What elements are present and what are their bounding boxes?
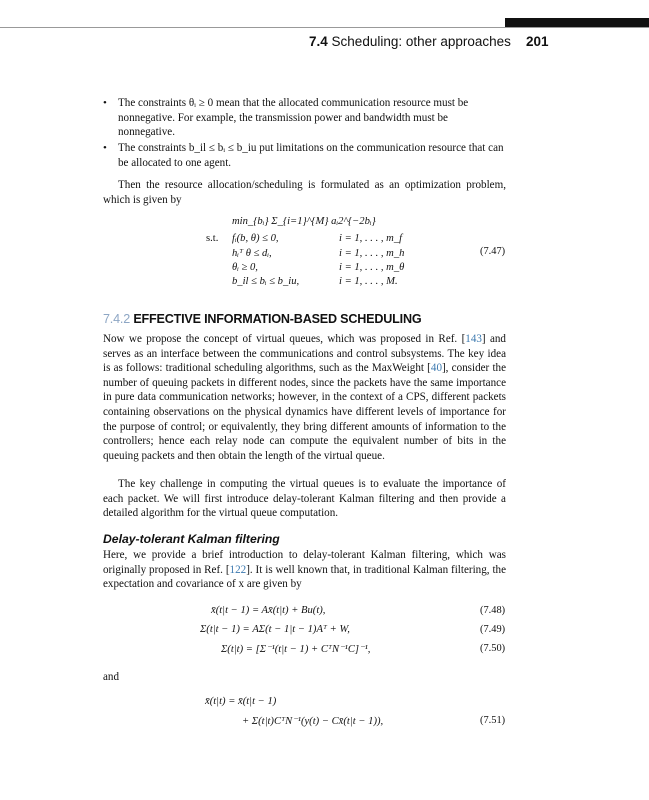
header-bar	[505, 18, 649, 27]
reference-link[interactable]: 143	[465, 333, 482, 345]
text-run: ] and serves as an interface between the communications and control subsystems. The key idea is as follows: traditional scheduling algorithms, such as the MaxWeight [	[103, 333, 506, 375]
page-number: 201	[526, 34, 549, 49]
bullet-item-1: The constraints θᵢ ≥ 0 mean that the allocated communication resource must be nonnegative. For example, the transmission power and bandwidth must be nonnegative.	[118, 97, 469, 139]
text-run: ], consider the number of queuing packets in different nodes, since the packets have the same importance in pure data communication networks; however, in the context of a CPS, different packets containing observations on the physical dynamics have different levels of importance for the purpose of control; or equivalently, they bring different amounts of information to the controllers; hence each relay node can compute the equivalent number of bits in the queuing packets and then obtain the length of the virtual queue.	[103, 362, 507, 462]
header-rule	[0, 27, 649, 28]
equation-number: (7.48)	[480, 605, 506, 616]
paragraph-key-challenge: The key challenge in computing the virtual queues is to evaluate the importance of each packet. We will first introduce delay-tolerant Kalman filtering and then provide a detailed algorithm for the virtual queue computation.	[103, 478, 506, 520]
section-number: 7.4.2	[103, 312, 131, 326]
section-heading	[103, 312, 421, 326]
and-label: and	[103, 671, 120, 683]
constraint-range: i = 1, . . . , m_h	[339, 248, 405, 259]
st-label: s.t.	[206, 233, 219, 244]
constraint-lhs: fᵢ(b, θ) ≤ 0,	[232, 233, 279, 244]
paragraph-kalman-intro	[103, 548, 506, 592]
constraint-range: i = 1, . . . , m_θ	[339, 262, 405, 273]
bullet-icon: •	[103, 142, 107, 154]
bullet-icon: •	[103, 97, 107, 109]
equation-7-49: Σ(t|t − 1) = AΣ(t − 1|t − 1)Aᵀ + W,	[200, 624, 350, 635]
constraint-lhs: b_il ≤ bᵢ ≤ b_iu,	[232, 276, 300, 287]
equation-number: (7.47)	[480, 246, 506, 257]
equation-7-50: Σ(t|t) = [Σ⁻¹(t|t − 1) + CᵀN⁻¹C]⁻¹,	[221, 644, 371, 655]
running-header	[309, 34, 511, 49]
objective: min_{bᵢ} Σ_{i=1}^{M} aᵢ2^{−2bᵢ}	[232, 216, 376, 227]
equation-number: (7.50)	[480, 643, 506, 654]
text-run: ]. It is well known that, in traditional Kalman filtering, the expectation and covariance of x are given by	[103, 563, 506, 591]
bullet-item-2: The constraints b_il ≤ bᵢ ≤ b_iu put limitations on the communication resource that can be allocated to one agent.	[118, 142, 504, 169]
paragraph-virtual-queues	[103, 332, 506, 463]
equation-7-51-line2: + Σ(t|t)CᵀN⁻¹(y(t) − Cx̄(t|t − 1)),	[242, 716, 384, 727]
equation-7-48: x̄(t|t − 1) = Ax̄(t|t) + Bu(t),	[211, 605, 326, 616]
constraint-lhs: θᵢ ≥ 0,	[232, 262, 258, 273]
text-run: Now we propose the concept of virtual queues, which was proposed in Ref. [	[103, 333, 466, 345]
reference-link[interactable]: 122	[229, 563, 247, 576]
header-section-title: Scheduling: other approaches	[331, 34, 511, 49]
section-title: EFFECTIVE INFORMATION-BASED SCHEDULING	[133, 312, 422, 326]
subsection-heading: Delay-tolerant Kalman filtering	[103, 532, 280, 546]
intro-paragraph: Then the resource allocation/scheduling is formulated as an optimization problem, which is given by	[103, 179, 506, 206]
equation-number: (7.51)	[480, 715, 506, 726]
equation-number: (7.49)	[480, 624, 506, 635]
constraint-lhs: hᵢᵀ θ ≤ dᵢ,	[232, 248, 272, 259]
reference-link[interactable]: 40	[430, 362, 442, 375]
header-section-number: 7.4	[309, 34, 328, 49]
constraint-range: i = 1, . . . , M.	[339, 276, 398, 287]
text-run: Here, we provide a brief introduction to delay-tolerant Kalman filtering, which was originally proposed in Ref. [	[103, 549, 506, 576]
constraint-range: i = 1, . . . , m_f	[339, 233, 403, 244]
equation-7-51-line1: x̄(t|t) = x̄(t|t − 1)	[205, 696, 277, 707]
